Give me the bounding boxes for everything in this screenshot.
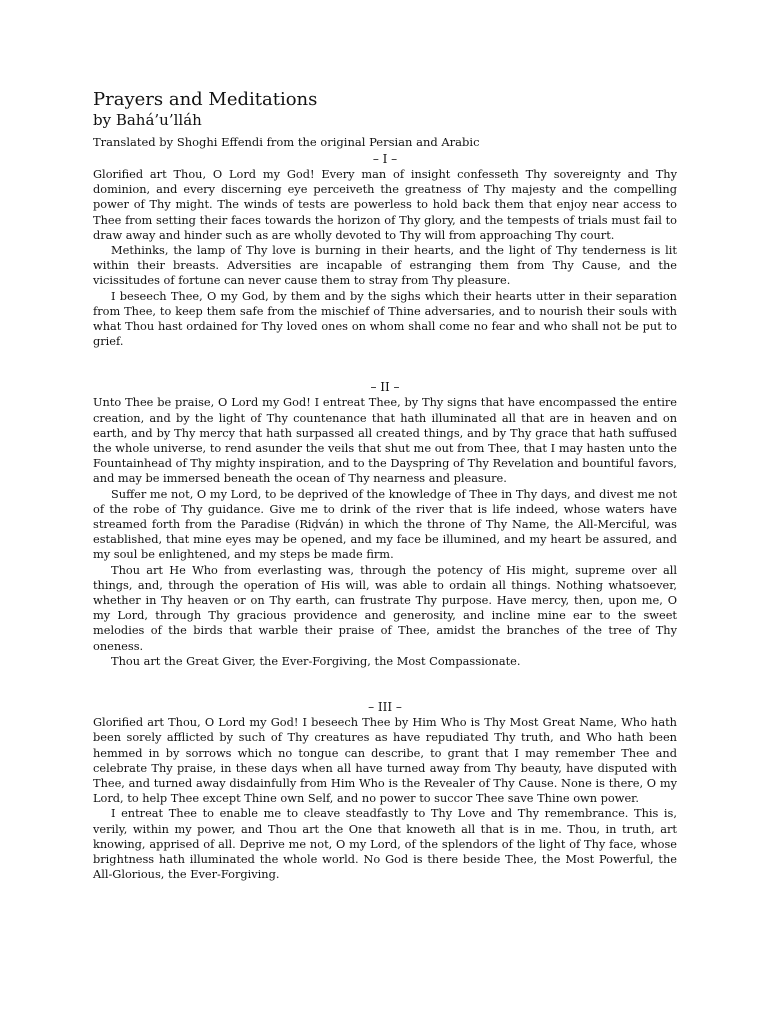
- book-title: Prayers and Meditations: [93, 89, 318, 110]
- prayer-section-1: [93, 151, 677, 349]
- section-heading: – II –: [370, 380, 400, 395]
- paragraph: Suffer me not, O my Lord, to be deprived of the knowledge of Thee in Thy days, and divest me not of the robe of Thy guidance. Give me to drink of the river that is life indeed, whose waters have streamed forth from the Paradise (Riḍván) in which the throne of Thy Name, the All-Merciful, was established, that mine eyes may be opened, and my face be illumined, and my heart be assured, and my soul be enlightened, and my steps be made firm.: [93, 486, 677, 562]
- prayer-section-2: [93, 379, 677, 669]
- paragraph: Thou art He Who from everlasting was, through the potency of His might, supreme over all things, and, through the operation of His will, was able to ordain all things. Nothing whatsoever, whether in Thy heaven or on Thy earth, can frustrate Thy purpose. Have mercy, then, upon me, O my Lord, through Thy gracious providence and generosity, and incline mine ear to the sweet melodies of the birds that warble their praise of Thee, amidst the branches of the tree of Thy oneness.: [93, 562, 677, 653]
- translator-line: Translated by Shoghi Effendi from the original Persian and Arabic: [93, 135, 480, 149]
- author-line: by Bahá’u’lláh: [93, 111, 202, 129]
- paragraph: Glorified art Thou, O Lord my God! I beseech Thee by Him Who is Thy Most Great Name, Who hath been sorely afflicted by such of Thy creatures as have repudiated Thy truth, and Who hath been hemmed in by sorrows which no tongue can describe, to grant that I may remember Thee and celebrate Thy praise, in these days when all have turned away from Thy beauty, have disputed with Thee, and turned away disdainfully from Him Who is the Revealer of Thy Cause. None is there, O my Lord, to help Thee except Thine own Self, and no power to succor Thee save Thine own power.: [93, 715, 677, 806]
- section-spacer: [93, 669, 677, 699]
- paragraph: I entreat Thee to enable me to cleave steadfastly to Thy Love and Thy remembrance. This is, verily, within my power, and Thou art the One that knoweth all that is in me. Thou, in truth, art knowing, apprised of all. Deprive me not, O my Lord, of the splendors of the light of Thy face, whose brightness hath illuminated the whole world. No God is there beside Thee, the Most Powerful, the All-Glorious, the Ever-Forgiving.: [93, 806, 677, 882]
- paragraph: Unto Thee be praise, O Lord my God! I entreat Thee, by Thy signs that have encompassed the entire creation, and by the light of Thy countenance that hath illuminated all that are in heaven and on earth, and by Thy mercy that hath surpassed all created things, and by Thy grace that hath suffused the whole universe, to rend asunder the veils that shut me out from Thee, that I may hasten unto the Fountainhead of Thy mighty inspiration, and to the Dayspring of Thy Revelation and bountiful favors, and may be immersed beneath the ocean of Thy nearness and pleasure.: [93, 395, 677, 486]
- section-heading: – I –: [372, 152, 398, 166]
- paragraph: Thou art the Great Giver, the Ever-Forgiving, the Most Compassionate.: [111, 653, 521, 668]
- prayer-section-3: [93, 699, 677, 882]
- section-heading: – III –: [368, 700, 402, 715]
- paragraph: Methinks, the lamp of Thy love is burning in their hearts, and the light of Thy tenderness is lit within their breasts. Adversities are incapable of estranging them from Thy Cause, and the vicissitudes of fortune can never cause them to stray from Thy pleasure.: [93, 243, 677, 288]
- section-spacer: [93, 349, 677, 379]
- paragraph: I beseech Thee, O my God, by them and by the sighs which their hearts utter in their separation from Thee, to keep them safe from the mischief of Thine adversaries, and to nourish their souls with what Thou hast ordained for Thy loved ones on whom shall come no fear and who shall not be put to grief.: [93, 288, 677, 349]
- paragraph: Glorified art Thou, O Lord my God! Every man of insight confesseth Thy sovereignty and Thy dominion, and every discerning eye perceiveth the greatness of Thy majesty and the compelling power of Thy might. The winds of tests are powerless to hold back them that enjoy near access to Thee from setting their faces towards the horizon of Thy glory, and the tempests of trials must fail to draw away and hinder such as are wholly devoted to Thy will from approaching Thy court.: [93, 167, 677, 242]
- document-page: [93, 89, 677, 882]
